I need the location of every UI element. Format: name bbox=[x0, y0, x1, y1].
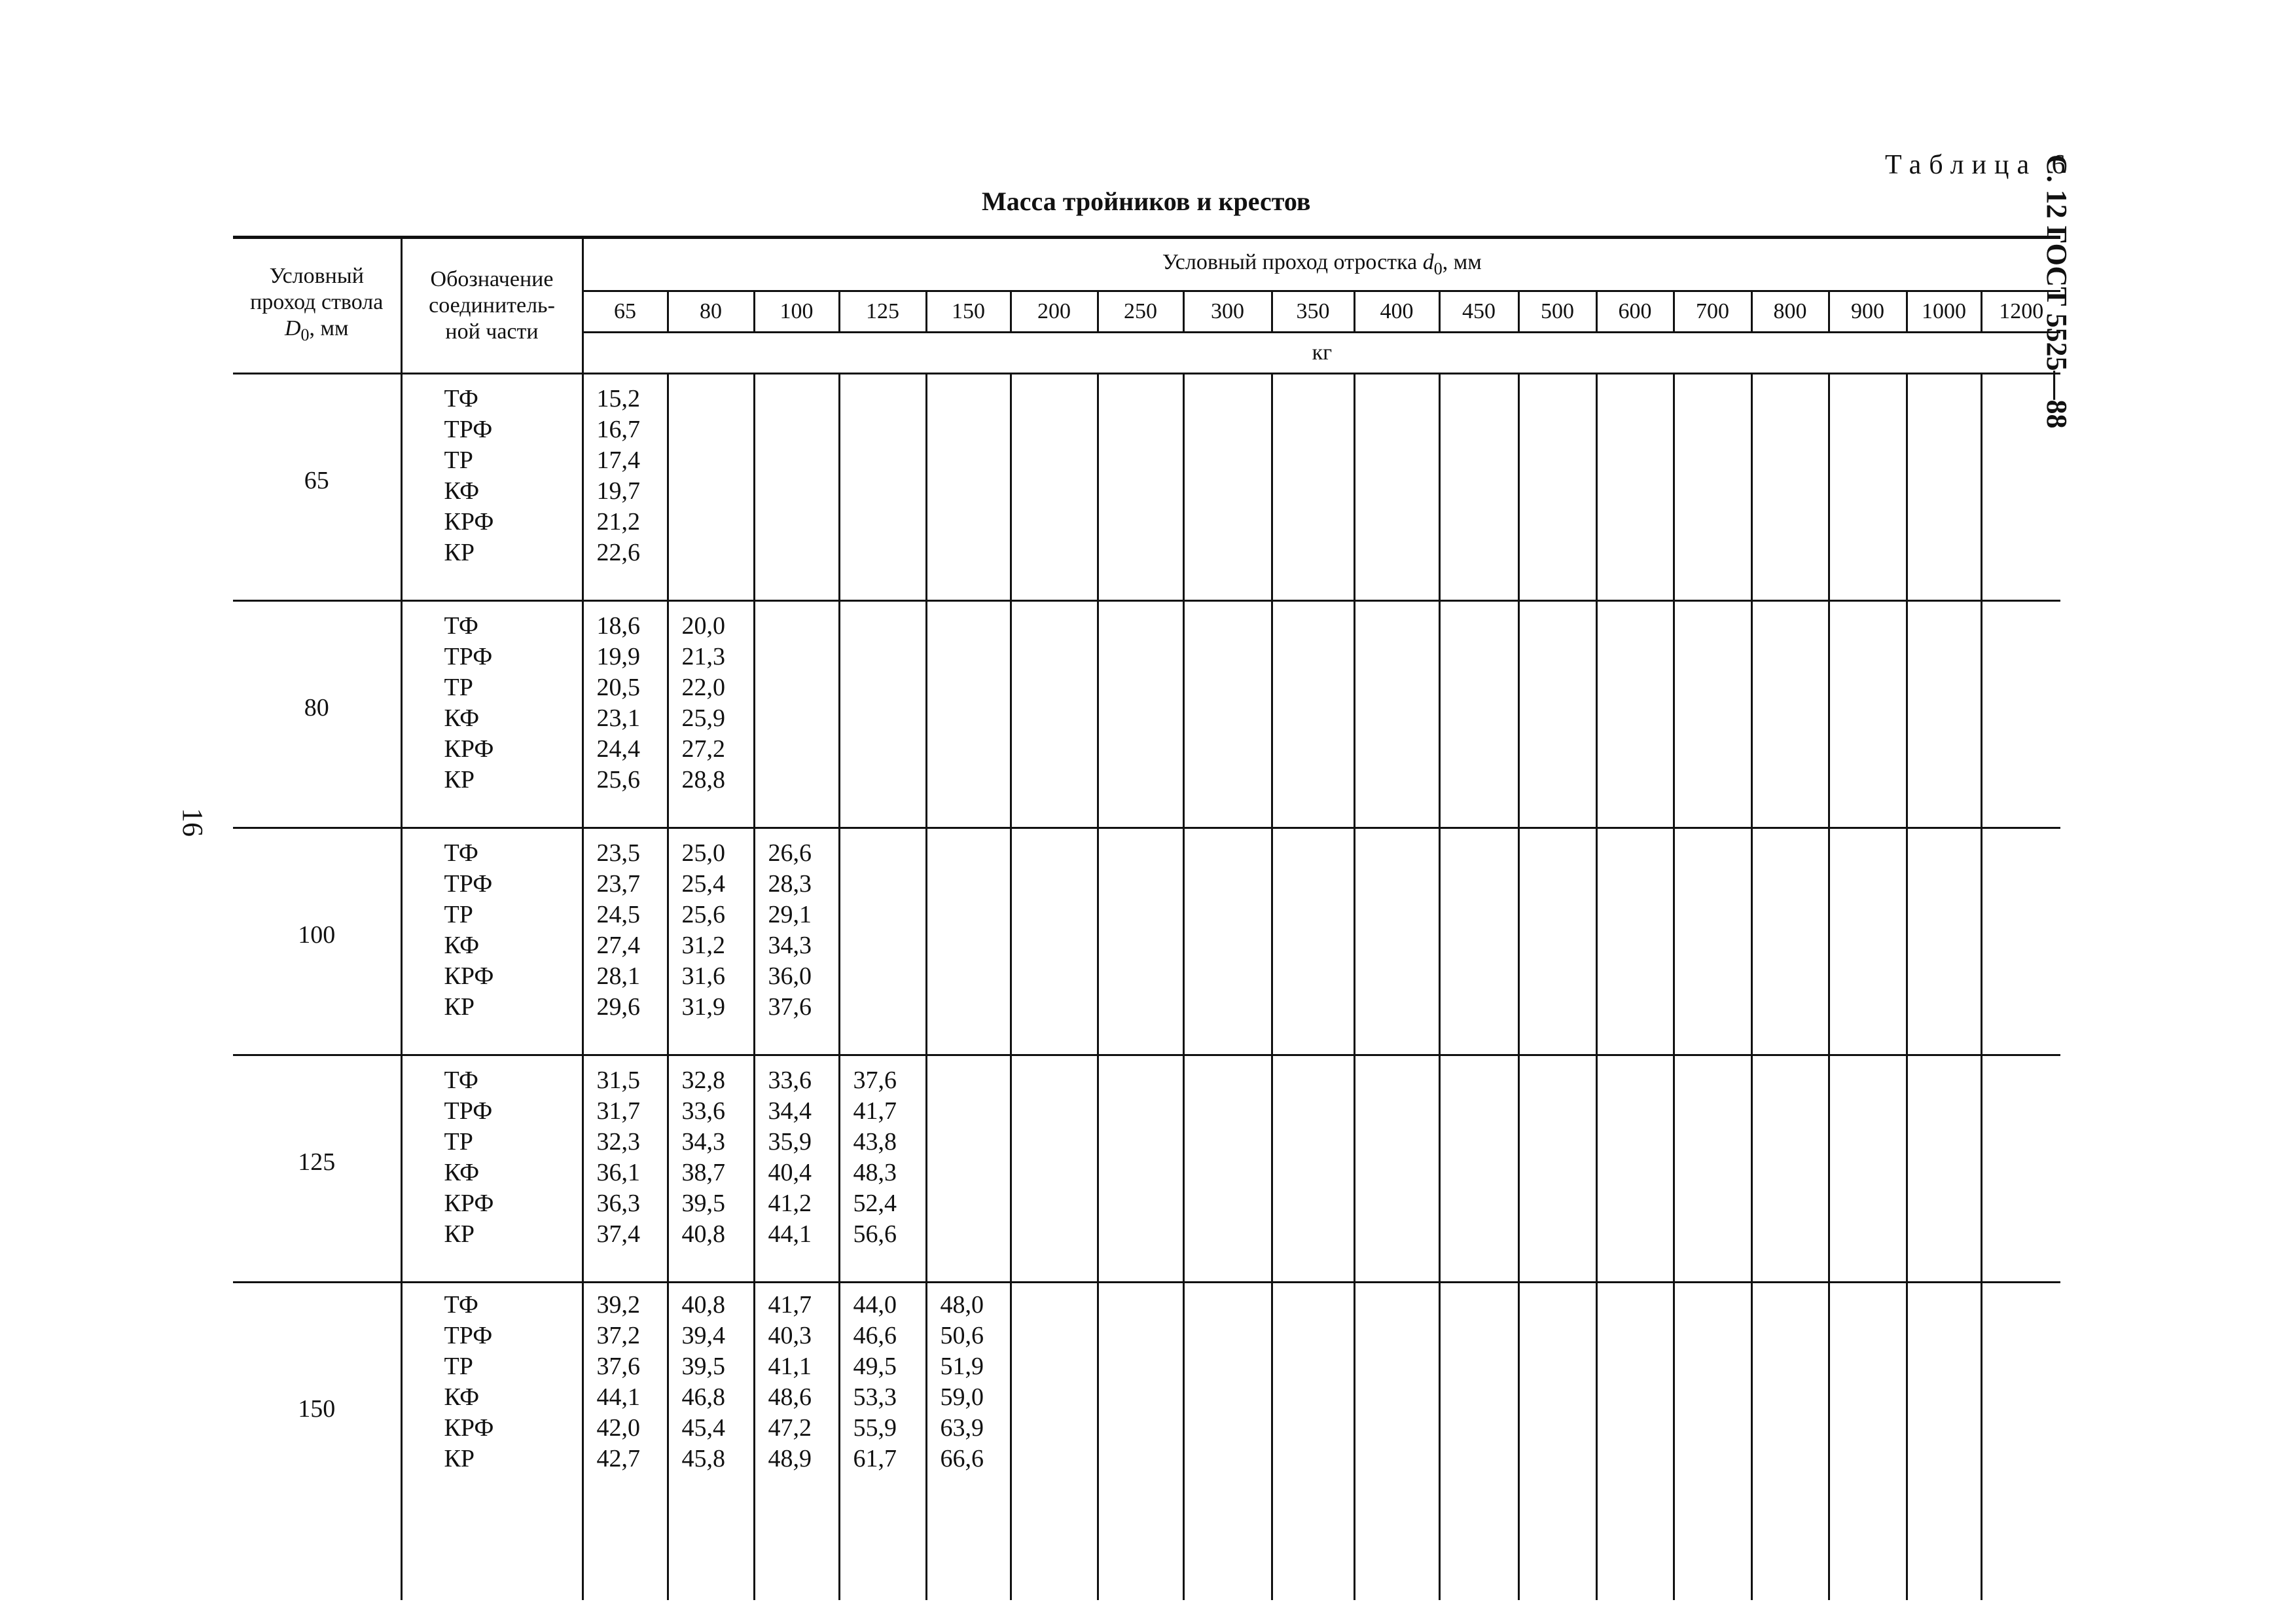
header-designation bbox=[401, 238, 583, 374]
designation-label: КР bbox=[444, 766, 475, 793]
mass-value: 48,0 bbox=[940, 1291, 984, 1319]
designation-label: ТР bbox=[444, 447, 473, 474]
table-group-row bbox=[233, 374, 2060, 601]
mass-cell bbox=[1596, 601, 1674, 828]
mass-value: 55,9 bbox=[853, 1414, 897, 1442]
mass-cell bbox=[1596, 374, 1674, 601]
mass-cell bbox=[839, 828, 926, 1055]
mass-value: 17,4 bbox=[596, 447, 640, 474]
mass-cell bbox=[839, 601, 926, 828]
mass-cell bbox=[926, 601, 1011, 828]
mass-values bbox=[768, 1065, 838, 1250]
mass-cell bbox=[1907, 601, 1981, 828]
mass-values bbox=[682, 1290, 753, 1474]
mass-cell bbox=[1272, 1055, 1354, 1283]
header-branch-bore bbox=[583, 238, 2060, 291]
mass-value: 20,0 bbox=[681, 612, 725, 640]
branch-unit: , мм bbox=[1442, 250, 1482, 274]
mass-values bbox=[853, 1065, 925, 1250]
mass-value: 63,9 bbox=[940, 1414, 984, 1442]
mass-cell bbox=[926, 1283, 1011, 1601]
mass-cell bbox=[1354, 1283, 1439, 1601]
mass-cell bbox=[1518, 601, 1596, 828]
designation-label: ТРФ bbox=[444, 643, 493, 670]
mass-cell bbox=[1354, 1055, 1439, 1283]
mass-cell bbox=[668, 1055, 754, 1283]
page-number: 16 bbox=[177, 808, 209, 837]
designation-label: ТР bbox=[444, 901, 473, 928]
branch-size-header: 450 bbox=[1439, 291, 1518, 333]
branch-size-header: 125 bbox=[839, 291, 926, 333]
mass-cell bbox=[1981, 828, 2060, 1055]
branch-size-header: 250 bbox=[1098, 291, 1183, 333]
mass-value: 37,6 bbox=[853, 1067, 897, 1094]
mass-cell bbox=[1674, 1283, 1751, 1601]
mass-cell bbox=[1596, 1283, 1674, 1601]
branch-size-header: 65 bbox=[583, 291, 668, 333]
mass-values bbox=[768, 1290, 838, 1474]
mass-values bbox=[597, 1065, 667, 1250]
designation-label: КФ bbox=[444, 477, 480, 505]
mass-value: 37,2 bbox=[596, 1322, 640, 1349]
mass-cell bbox=[1751, 1055, 1829, 1283]
mass-cell bbox=[754, 828, 839, 1055]
header-row bbox=[233, 238, 2060, 291]
mass-value: 21,3 bbox=[681, 643, 725, 670]
mass-cell bbox=[1439, 374, 1518, 601]
designation-cell bbox=[401, 374, 583, 601]
mass-cell bbox=[1674, 1055, 1751, 1283]
mass-cell bbox=[1183, 601, 1272, 828]
designation-label: ТФ bbox=[444, 385, 478, 412]
mass-value: 37,6 bbox=[768, 993, 812, 1021]
table-label: Таблица 6 bbox=[1885, 150, 2073, 180]
mass-value: 25,6 bbox=[681, 901, 725, 928]
mass-value: 59,0 bbox=[940, 1383, 984, 1411]
mass-table bbox=[233, 236, 2060, 1600]
mass-cell bbox=[1907, 1283, 1981, 1601]
mass-value: 49,5 bbox=[853, 1353, 897, 1380]
trunk-bore-cell: 80 bbox=[233, 601, 401, 828]
table-group-row bbox=[233, 1283, 2060, 1601]
mass-value: 28,8 bbox=[681, 766, 725, 793]
mass-cell bbox=[1439, 601, 1518, 828]
branch-size-header: 350 bbox=[1272, 291, 1354, 333]
mass-cell bbox=[1981, 374, 2060, 601]
mass-value: 31,2 bbox=[681, 932, 725, 959]
designation-label: КРФ bbox=[444, 735, 494, 763]
mass-cell bbox=[1518, 828, 1596, 1055]
mass-value: 53,3 bbox=[853, 1383, 897, 1411]
mass-value: 22,6 bbox=[596, 539, 640, 566]
branch-size-header: 300 bbox=[1183, 291, 1272, 333]
branch-size-header: 600 bbox=[1596, 291, 1674, 333]
mass-value: 38,7 bbox=[681, 1159, 725, 1186]
header-trunk-bore bbox=[233, 238, 401, 374]
branch-symbol-sub: 0 bbox=[1433, 259, 1443, 278]
mass-value: 18,6 bbox=[596, 612, 640, 640]
designation-label: ТР bbox=[444, 674, 473, 701]
mass-cell bbox=[1829, 1055, 1907, 1283]
mass-value: 39,4 bbox=[681, 1322, 725, 1349]
mass-value: 22,0 bbox=[681, 674, 725, 701]
mass-cell bbox=[1907, 828, 1981, 1055]
designation-label: КРФ bbox=[444, 508, 494, 536]
mass-cell bbox=[1518, 1055, 1596, 1283]
mass-value: 46,6 bbox=[853, 1322, 897, 1349]
mass-value: 25,9 bbox=[681, 704, 725, 732]
mass-value: 41,1 bbox=[768, 1353, 812, 1380]
mass-cell bbox=[754, 374, 839, 601]
mass-cell bbox=[583, 601, 668, 828]
branch-size-header: 200 bbox=[1011, 291, 1098, 333]
mass-value: 19,7 bbox=[596, 477, 640, 505]
branch-size-header: 1000 bbox=[1907, 291, 1981, 333]
header-designation-line3: ной части bbox=[445, 319, 539, 344]
mass-value: 52,4 bbox=[853, 1190, 897, 1217]
mass-value: 44,0 bbox=[853, 1291, 897, 1319]
mass-values bbox=[597, 838, 667, 1023]
mass-cell bbox=[1098, 1055, 1183, 1283]
mass-value: 19,9 bbox=[596, 643, 640, 670]
mass-value: 25,6 bbox=[596, 766, 640, 793]
mass-cell bbox=[668, 374, 754, 601]
mass-cell bbox=[754, 1055, 839, 1283]
mass-value: 40,3 bbox=[768, 1322, 812, 1349]
mass-value: 24,4 bbox=[596, 735, 640, 763]
designation-label: КФ bbox=[444, 1383, 480, 1411]
mass-cell bbox=[1829, 828, 1907, 1055]
mass-value: 31,5 bbox=[596, 1067, 640, 1094]
mass-value: 26,6 bbox=[768, 839, 812, 867]
mass-cell bbox=[583, 1283, 668, 1601]
mass-value: 48,9 bbox=[768, 1445, 812, 1472]
trunk-symbol: D bbox=[284, 316, 301, 340]
mass-cell bbox=[1674, 828, 1751, 1055]
designation-label: КРФ bbox=[444, 1414, 494, 1442]
mass-value: 61,7 bbox=[853, 1445, 897, 1472]
designation-label: КР bbox=[444, 539, 475, 566]
mass-value: 31,7 bbox=[596, 1097, 640, 1125]
mass-value: 41,2 bbox=[768, 1190, 812, 1217]
branch-prefix: Условный проход отростка bbox=[1162, 250, 1418, 274]
table-group-row bbox=[233, 1055, 2060, 1283]
mass-value: 21,2 bbox=[596, 508, 640, 536]
trunk-bore-cell: 125 bbox=[233, 1055, 401, 1283]
table-group-row bbox=[233, 828, 2060, 1055]
mass-value: 56,6 bbox=[853, 1220, 897, 1248]
trunk-bore-cell: 65 bbox=[233, 374, 401, 601]
header-trunk-line1: Условный bbox=[269, 264, 364, 288]
mass-cell bbox=[1098, 828, 1183, 1055]
mass-value: 44,1 bbox=[596, 1383, 640, 1411]
mass-cell bbox=[1907, 1055, 1981, 1283]
mass-cell bbox=[1354, 828, 1439, 1055]
mass-value: 34,3 bbox=[681, 1128, 725, 1156]
mass-cell bbox=[1098, 374, 1183, 601]
mass-cell bbox=[1674, 601, 1751, 828]
mass-value: 32,3 bbox=[596, 1128, 640, 1156]
mass-value: 25,0 bbox=[681, 839, 725, 867]
designation-label: ТР bbox=[444, 1353, 473, 1380]
designation-label: ТФ bbox=[444, 1291, 478, 1319]
designation-label: ТФ bbox=[444, 1067, 478, 1094]
branch-size-header: 800 bbox=[1751, 291, 1829, 333]
mass-values bbox=[682, 838, 753, 1023]
mass-cell bbox=[1011, 828, 1098, 1055]
mass-cell bbox=[1272, 828, 1354, 1055]
mass-value: 33,6 bbox=[768, 1067, 812, 1094]
mass-value: 66,6 bbox=[940, 1445, 984, 1472]
mass-value: 25,4 bbox=[681, 870, 725, 898]
mass-cell bbox=[1907, 374, 1981, 601]
mass-cell bbox=[839, 374, 926, 601]
branch-size-header: 150 bbox=[926, 291, 1011, 333]
branch-size-header: 700 bbox=[1674, 291, 1751, 333]
trunk-bore-cell: 150 bbox=[233, 1283, 401, 1601]
mass-cell bbox=[1829, 601, 1907, 828]
branch-size-header: 1200 bbox=[1981, 291, 2060, 333]
designation-label: ТРФ bbox=[444, 1322, 493, 1349]
mass-value: 41,7 bbox=[853, 1097, 897, 1125]
mass-value: 23,7 bbox=[596, 870, 640, 898]
mass-cell bbox=[1518, 1283, 1596, 1601]
mass-cell bbox=[1829, 1283, 1907, 1601]
designation-label: КФ bbox=[444, 1159, 480, 1186]
mass-value: 28,1 bbox=[596, 962, 640, 990]
designation-cell bbox=[401, 601, 583, 828]
mass-value: 44,1 bbox=[768, 1220, 812, 1248]
mass-cell bbox=[1981, 1055, 2060, 1283]
mass-cell bbox=[754, 601, 839, 828]
mass-value: 29,6 bbox=[596, 993, 640, 1021]
branch-size-header: 900 bbox=[1829, 291, 1907, 333]
mass-value: 36,1 bbox=[596, 1159, 640, 1186]
mass-value: 37,4 bbox=[596, 1220, 640, 1248]
trunk-unit: , мм bbox=[309, 316, 349, 340]
designation-label: КФ bbox=[444, 704, 480, 732]
mass-cell bbox=[1751, 1283, 1829, 1601]
branch-size-header: 400 bbox=[1354, 291, 1439, 333]
mass-value: 46,8 bbox=[681, 1383, 725, 1411]
mass-cell bbox=[1011, 601, 1098, 828]
mass-value: 39,5 bbox=[681, 1353, 725, 1380]
mass-value: 39,5 bbox=[681, 1190, 725, 1217]
mass-value: 31,9 bbox=[681, 993, 725, 1021]
designation-list bbox=[444, 838, 582, 1023]
mass-cell bbox=[926, 828, 1011, 1055]
designation-label: КРФ bbox=[444, 1190, 494, 1217]
designation-label: ТФ bbox=[444, 839, 478, 867]
mass-cell bbox=[583, 374, 668, 601]
mass-value: 51,9 bbox=[940, 1353, 984, 1380]
mass-cell bbox=[1439, 1055, 1518, 1283]
mass-value: 36,0 bbox=[768, 962, 812, 990]
mass-value: 23,1 bbox=[596, 704, 640, 732]
mass-value: 43,8 bbox=[853, 1128, 897, 1156]
mass-cell bbox=[1596, 828, 1674, 1055]
designation-label: ТФ bbox=[444, 612, 478, 640]
mass-cell bbox=[1011, 1055, 1098, 1283]
mass-value: 40,4 bbox=[768, 1159, 812, 1186]
mass-cell bbox=[1272, 374, 1354, 601]
mass-cell bbox=[1011, 1283, 1098, 1601]
mass-cell bbox=[1596, 1055, 1674, 1283]
mass-value: 40,8 bbox=[681, 1220, 725, 1248]
mass-cell bbox=[1183, 1055, 1272, 1283]
mass-value: 39,2 bbox=[596, 1291, 640, 1319]
mass-values bbox=[597, 611, 667, 795]
mass-cell bbox=[839, 1055, 926, 1283]
mass-value: 29,1 bbox=[768, 901, 812, 928]
mass-values bbox=[682, 1065, 753, 1250]
mass-value: 45,8 bbox=[681, 1445, 725, 1472]
mass-value: 24,5 bbox=[596, 901, 640, 928]
mass-value: 27,4 bbox=[596, 932, 640, 959]
header-trunk-line3 bbox=[233, 316, 401, 348]
mass-cell bbox=[1981, 601, 2060, 828]
mass-value: 48,3 bbox=[853, 1159, 897, 1186]
mass-cell bbox=[668, 1283, 754, 1601]
mass-cell bbox=[1439, 1283, 1518, 1601]
mass-cell bbox=[1439, 828, 1518, 1055]
unit-cell: кг bbox=[583, 333, 2060, 374]
mass-values bbox=[682, 611, 753, 795]
mass-value: 27,2 bbox=[681, 735, 725, 763]
mass-cell bbox=[1272, 601, 1354, 828]
mass-values bbox=[597, 1290, 667, 1474]
mass-cell bbox=[1354, 374, 1439, 601]
header-designation-line2: соединитель- bbox=[429, 293, 555, 318]
designation-list bbox=[444, 1290, 582, 1474]
branch-size-header: 80 bbox=[668, 291, 754, 333]
table-group-row bbox=[233, 601, 2060, 828]
designation-cell bbox=[401, 1055, 583, 1283]
header-designation-line1: Обозначение bbox=[430, 267, 554, 291]
mass-cell bbox=[926, 1055, 1011, 1283]
mass-cell bbox=[668, 828, 754, 1055]
designation-cell bbox=[401, 828, 583, 1055]
mass-value: 34,3 bbox=[768, 932, 812, 959]
mass-value: 31,6 bbox=[681, 962, 725, 990]
designation-list bbox=[444, 611, 582, 795]
mass-cell bbox=[1751, 601, 1829, 828]
mass-value: 20,5 bbox=[596, 674, 640, 701]
mass-cell bbox=[1011, 374, 1098, 601]
designation-label: КР bbox=[444, 1445, 475, 1472]
mass-value: 42,7 bbox=[596, 1445, 640, 1472]
mass-value: 48,6 bbox=[768, 1383, 812, 1411]
mass-value: 34,4 bbox=[768, 1097, 812, 1125]
mass-cell bbox=[1183, 1283, 1272, 1601]
branch-size-header: 500 bbox=[1518, 291, 1596, 333]
mass-value: 41,7 bbox=[768, 1291, 812, 1319]
document-side-header: С. 12 ГОСТ 5525—88 bbox=[2041, 155, 2073, 429]
designation-list bbox=[444, 1065, 582, 1250]
mass-value: 16,7 bbox=[596, 416, 640, 443]
designation-label: КР bbox=[444, 993, 475, 1021]
designation-label: КФ bbox=[444, 932, 480, 959]
mass-cell bbox=[1751, 374, 1829, 601]
designation-label: ТРФ bbox=[444, 1097, 493, 1125]
designation-label: КР bbox=[444, 1220, 475, 1248]
mass-cell bbox=[1183, 374, 1272, 601]
mass-value: 32,8 bbox=[681, 1067, 725, 1094]
mass-cell bbox=[1751, 828, 1829, 1055]
mass-value: 15,2 bbox=[596, 385, 640, 412]
mass-value: 28,3 bbox=[768, 870, 812, 898]
mass-cell bbox=[1183, 828, 1272, 1055]
designation-label: ТРФ bbox=[444, 416, 493, 443]
mass-cell bbox=[1098, 1283, 1183, 1601]
mass-values bbox=[597, 384, 667, 568]
table-title: Масса тройников и крестов bbox=[982, 187, 1311, 216]
mass-value: 47,2 bbox=[768, 1414, 812, 1442]
mass-cell bbox=[1829, 374, 1907, 601]
mass-value: 37,6 bbox=[596, 1353, 640, 1380]
header-trunk-line2: проход ствола bbox=[250, 290, 384, 314]
mass-value: 40,8 bbox=[681, 1291, 725, 1319]
mass-cell bbox=[1354, 601, 1439, 828]
designation-label: ТР bbox=[444, 1128, 473, 1156]
designation-label: ТРФ bbox=[444, 870, 493, 898]
mass-value: 36,3 bbox=[596, 1190, 640, 1217]
mass-cell bbox=[754, 1283, 839, 1601]
mass-value: 50,6 bbox=[940, 1322, 984, 1349]
trunk-bore-cell: 100 bbox=[233, 828, 401, 1055]
mass-cell bbox=[1674, 374, 1751, 601]
branch-size-header: 100 bbox=[754, 291, 839, 333]
mass-values bbox=[853, 1290, 925, 1474]
mass-value: 23,5 bbox=[596, 839, 640, 867]
designation-cell bbox=[401, 1283, 583, 1601]
mass-cell bbox=[839, 1283, 926, 1601]
mass-cell bbox=[1981, 1283, 2060, 1601]
mass-cell bbox=[926, 374, 1011, 601]
mass-values bbox=[941, 1290, 1010, 1474]
trunk-symbol-sub: 0 bbox=[300, 325, 310, 344]
mass-cell bbox=[1518, 374, 1596, 601]
branch-symbol: d bbox=[1422, 250, 1434, 274]
mass-cell bbox=[1098, 601, 1183, 828]
mass-values bbox=[768, 838, 838, 1023]
mass-cell bbox=[583, 1055, 668, 1283]
mass-cell bbox=[668, 601, 754, 828]
designation-list bbox=[444, 384, 582, 568]
mass-cell bbox=[1272, 1283, 1354, 1601]
mass-value: 45,4 bbox=[681, 1414, 725, 1442]
designation-label: КРФ bbox=[444, 962, 494, 990]
mass-cell bbox=[583, 828, 668, 1055]
mass-value: 33,6 bbox=[681, 1097, 725, 1125]
mass-value: 42,0 bbox=[596, 1414, 640, 1442]
mass-value: 35,9 bbox=[768, 1128, 812, 1156]
